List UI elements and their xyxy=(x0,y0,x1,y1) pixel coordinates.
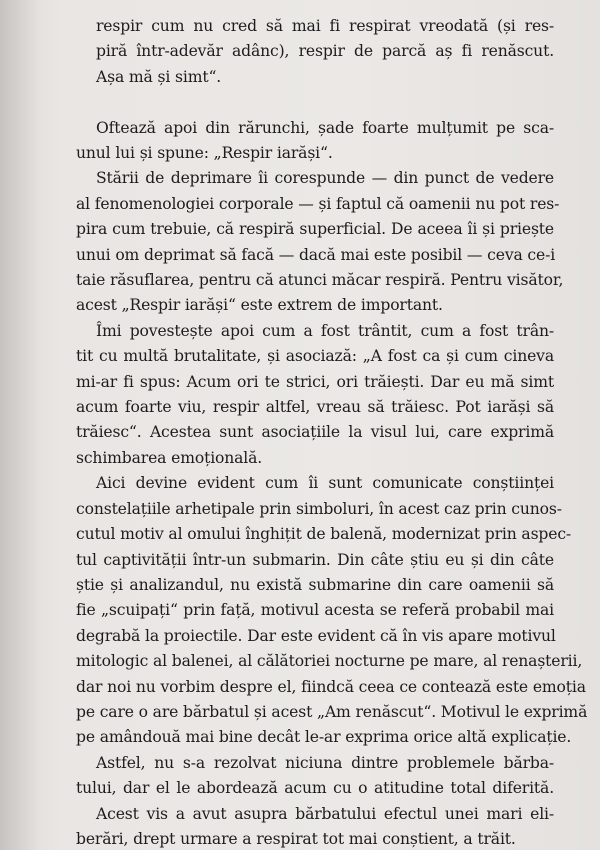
text-line: unui om deprimat să facă — dacă mai este posibil — ceva ce-i xyxy=(76,245,556,264)
text-line: berări, drept urmare a respirat tot mai conștient, a trăit. xyxy=(76,829,516,848)
text-line: mitologic al balenei, al călătoriei nocturne pe mare, al renașterii, xyxy=(76,652,583,671)
text-line: acum foarte viu, respir altfel, vreau să trăiesc. Pot iarăși să xyxy=(76,398,554,417)
text-line: degrabă la proiectile. Dar este evident că în vis apare motivul xyxy=(76,626,556,645)
text-line: Astfel, nu s-a rezolvat niciuna dintre problemele bărba- xyxy=(96,753,554,772)
text-line: Așa mă și simt“. xyxy=(96,67,222,86)
text-line: știe și analizandul, nu există submarine din care oamenii să xyxy=(76,575,554,594)
paragraph-thrown-down xyxy=(76,319,554,471)
text-line: unul lui și spune: „Respir iarăși“. xyxy=(76,144,333,163)
paragraph-sighs xyxy=(76,116,554,167)
text-line: piră într-adevăr adânc), respir de parcă aș fi renăscut. xyxy=(96,42,554,61)
paragraph-archetypal xyxy=(76,471,588,750)
text-line: pe amândouă mai bine decât le-ar exprima orice altă explicație. xyxy=(76,728,572,747)
text-line: constelațiile arhetipale prin simboluri, în acest caz prin cunos- xyxy=(76,499,562,518)
paragraph-depression xyxy=(76,166,564,318)
text-line: pe care o are bărbatul și acest „Am renăscut“. Motivul le exprimă xyxy=(76,702,588,721)
text-line: cutul motiv al omului înghițit de balenă, modernizat prin aspec- xyxy=(76,525,572,544)
text-line: Aici devine evident cum îi sunt comunicate conștiinței xyxy=(96,474,554,493)
text-line: mi-ar fi spus: Acum ori te strici, ori trăiești. Dar eu mă simt xyxy=(76,372,554,391)
text-line: al fenomenologiei corporale — și faptul că oamenii nu pot res- xyxy=(76,194,560,213)
text-line: Acest vis a avut asupra bărbatului efectul unei mari eli- xyxy=(96,804,554,823)
text-line: taie răsuflarea, pentru că atunci măcar respiră. Pentru visător, xyxy=(76,271,564,290)
text-line: pira cum trebuie, că respiră superficial. De aceea îi și priește xyxy=(76,220,554,239)
paragraph-liberation xyxy=(76,802,554,850)
text-line: Stării de deprimare îi corespunde — din punct de vedere xyxy=(96,169,554,188)
text-line: tul captivității într-un submarin. Din câte știu eu și din câte xyxy=(76,550,554,569)
text-line: respir cum nu cred să mai fi respirat vreodată (și res- xyxy=(96,17,554,35)
text-line: trăiesc“. Acestea sunt asociațiile la visul lui, care exprimă xyxy=(76,423,554,442)
paragraph-quote-end xyxy=(76,14,554,90)
text-line: fie „scuipați“ prin față, motivul acesta se referă probabil mai xyxy=(76,601,554,620)
text-line: acest „Respir iarăși“ este extrem de important. xyxy=(76,296,443,315)
paragraph-not-solved xyxy=(76,751,554,802)
paragraph-gap xyxy=(76,90,554,115)
text-line: Oftează apoi din rărunchi, șade foarte mulțumit pe sca- xyxy=(96,118,554,137)
body-text xyxy=(76,14,588,850)
text-line: dar noi nu vorbim despre el, fiindcă ceea ce contează este emoția xyxy=(76,677,586,696)
text-line: tit cu multă brutalitate, și asociază: „A fost ca și cum cineva xyxy=(76,347,554,366)
text-line: Îmi povestește apoi cum a fost trântit, cum a fost trân- xyxy=(96,321,554,340)
text-line: tului, dar el le abordează acum cu o atitudine total diferită. xyxy=(76,779,554,798)
text-line: schimbarea emoțională. xyxy=(76,448,263,467)
